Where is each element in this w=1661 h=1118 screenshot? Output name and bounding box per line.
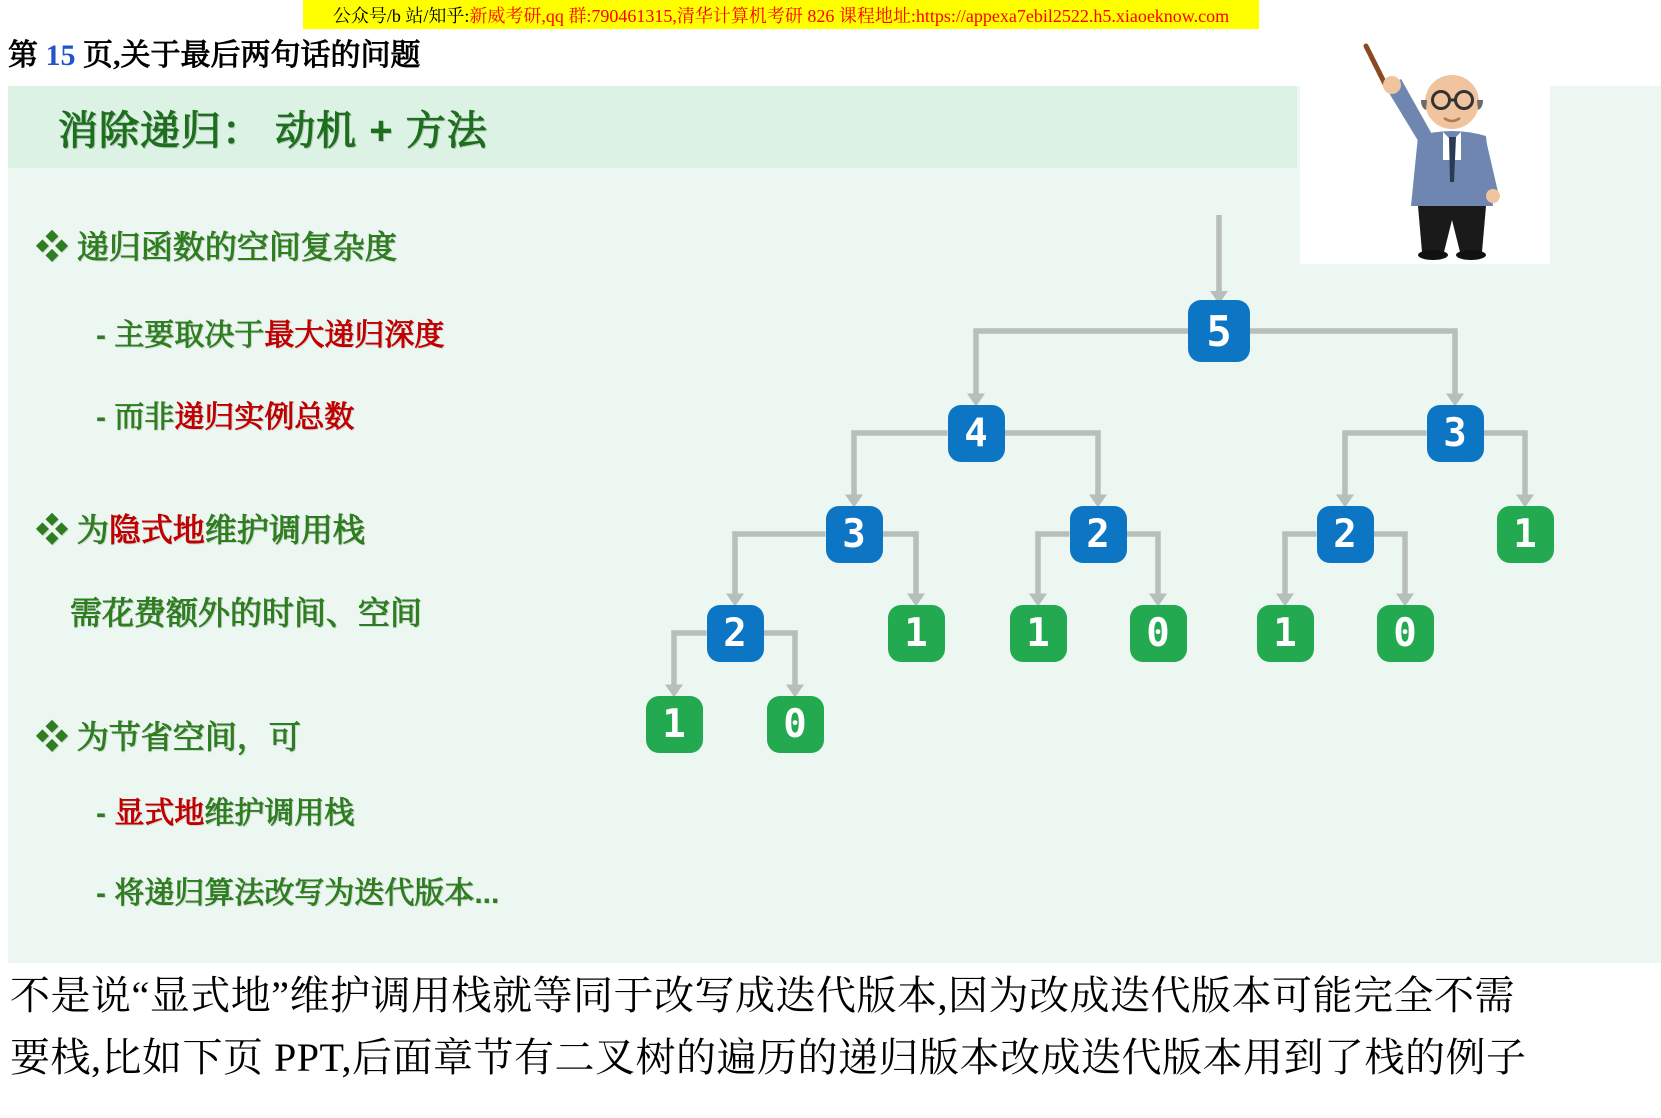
tree-node-5-n5: 5 (1188, 300, 1250, 362)
footer-note-line-2: 要栈,比如下页 PPT,后面章节有二叉树的遍历的递归版本改成迭代版本用到了栈的例子 (10, 1035, 1527, 1080)
bullet-text-red: 递归实例总数 (174, 401, 355, 434)
bullet-text-green: 维护调用栈 (204, 512, 365, 548)
tree-node-3-n3r: 3 (1427, 405, 1484, 462)
bullet-text-green: ❖ 为节省空间，可 (36, 719, 301, 755)
annotation-suffix: 页,关于最后两句话的问题 (75, 39, 421, 72)
tree-node-2-n2r: 2 (1317, 506, 1374, 563)
tree-node-1-n1rl: 1 (1257, 605, 1314, 662)
bullet-text-green: - 主要取决于 (96, 319, 265, 352)
bullet-text-green: - 而非 (96, 401, 175, 434)
tree-node-0-n0mr: 0 (1130, 605, 1187, 662)
slide-title-bar (8, 86, 1297, 168)
tree-node-0-n0lr: 0 (767, 696, 824, 753)
bullet-line (36, 505, 365, 551)
bullet-text-red: 最大递归深度 (264, 319, 445, 352)
bullet-text-green: ❖ 为 (36, 512, 109, 548)
tree-node-0-n0rr: 0 (1377, 605, 1434, 662)
bullet-text-green: ❖ 递归函数的空间复杂度 (36, 229, 397, 265)
tree-node-1-n1ml: 1 (1010, 605, 1067, 662)
slide-title: 消除递归： 动机 + 方法 (58, 108, 488, 153)
footer-note-line-1: 不是说“显式地”维护调用栈就等同于改写成迭代版本,因为改成迭代版本可能完全不需 (10, 973, 1516, 1018)
promo-banner-highlight-text: 新威考研,qq 群:790461315,清华计算机考研 826 课程地址:https://appexa7ebil2522.h5.xiaoeknow.com (469, 5, 1230, 26)
bullet-text-green: 维护调用栈 (204, 797, 355, 830)
tree-node-2-n2m: 2 (1070, 506, 1127, 563)
annotation-prefix: 第 (8, 39, 46, 72)
bullet-line (70, 588, 422, 634)
bullet-line (96, 788, 354, 832)
teacher-illustration (1300, 40, 1550, 264)
bullet-text-green: - (96, 797, 115, 830)
tree-node-2-n2ll: 2 (707, 605, 764, 662)
bullet-line (36, 712, 301, 758)
bullet-line (96, 868, 499, 912)
tree-node-1-n1ll: 1 (646, 696, 703, 753)
promo-banner-plain-text: 公众号/b 站/知乎: (332, 5, 470, 26)
bullet-line (96, 310, 444, 354)
bullet-line (96, 392, 354, 436)
bullet-text-green: 需花费额外的时间、空间 (70, 595, 423, 631)
tree-node-1-n1rr: 1 (1497, 506, 1554, 563)
bullet-text-red: 隐式地 (108, 512, 205, 548)
tree-node-1-n1lr: 1 (888, 605, 945, 662)
teacher-image-box (1300, 40, 1550, 264)
bullet-text-red: 显式地 (114, 797, 205, 830)
tree-node-3-n3l: 3 (826, 506, 883, 563)
tree-node-4-n4: 4 (948, 405, 1005, 462)
bullet-line (36, 222, 397, 268)
annotation-page-number: 15 (45, 39, 76, 72)
bullet-text-green: - 将递归算法改写为迭代版本... (96, 877, 500, 910)
promo-banner (303, 0, 1259, 29)
page-annotation (8, 30, 421, 74)
